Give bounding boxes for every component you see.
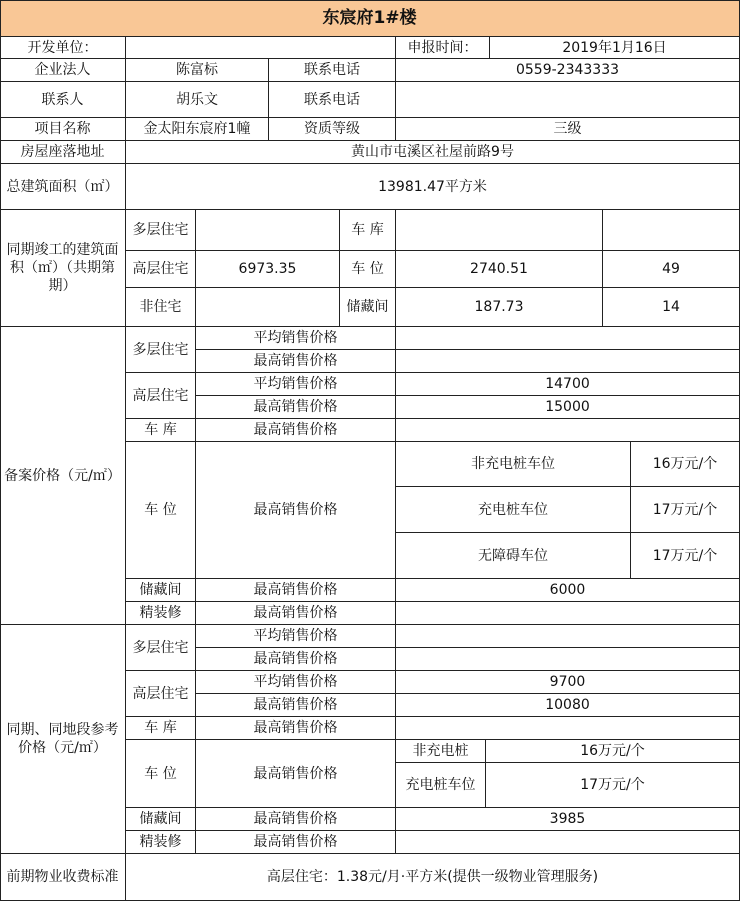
filing-high-avg-label: 平均销售价格 [196, 373, 396, 396]
completion-storage-label: 储藏间 [340, 288, 396, 327]
filing-parking-type-name: 非充电桩车位 [396, 442, 631, 487]
property-fee-label: 前期物业收费标准 [0, 854, 126, 901]
completion-garage-label: 车 库 [340, 210, 396, 251]
reference-high-label: 高层住宅 [126, 671, 196, 717]
completion-parking-label: 车 位 [340, 251, 396, 288]
qualification-label: 资质等级 [269, 118, 396, 141]
filing-storage-max-value: 6000 [396, 579, 740, 602]
completion-nonres-value [196, 288, 340, 327]
filing-high-label: 高层住宅 [126, 373, 196, 419]
developer-label: 开发单位： [0, 37, 126, 59]
reference-high-max-value: 10080 [396, 694, 740, 717]
filing-high-max-label: 最高销售价格 [196, 396, 396, 419]
legal-person-label: 企业法人 [0, 59, 126, 82]
reference-parking-type-price: 16万元/个 [486, 740, 740, 763]
filing-multi-max-label: 最高销售价格 [196, 350, 396, 373]
reference-decor-max-label: 最高销售价格 [196, 831, 396, 854]
project-label: 项目名称 [0, 118, 126, 141]
completion-parking-count: 49 [603, 251, 740, 288]
completion-multi-label: 多层住宅 [126, 210, 196, 251]
filing-decor-max-label: 最高销售价格 [196, 602, 396, 625]
reference-multi-avg-label: 平均销售价格 [196, 625, 396, 648]
completion-nonres-label: 非住宅 [126, 288, 196, 327]
filing-decor-max-value [396, 602, 740, 625]
report-time-label: 申报时间： [396, 37, 490, 59]
reference-multi-max-label: 最高销售价格 [196, 648, 396, 671]
reference-garage-max-value [396, 717, 740, 740]
filing-parking-type-name: 充电桩车位 [396, 487, 631, 533]
page-title: 东宸府1#楼 [0, 0, 740, 37]
filing-multi-avg-label: 平均销售价格 [196, 327, 396, 350]
reference-multi-max-value [396, 648, 740, 671]
filing-multi-avg-value [396, 327, 740, 350]
address-value: 黄山市屯溪区社屋前路9号 [126, 141, 740, 164]
reference-storage-max-value: 3985 [396, 808, 740, 831]
filing-garage-max-value [396, 419, 740, 442]
phone-label-2: 联系电话 [269, 82, 396, 118]
reference-garage-label: 车 库 [126, 717, 196, 740]
report-time-value: 2019年1月16日 [490, 37, 740, 59]
completion-high-value: 6973.35 [196, 251, 340, 288]
filing-garage-max-label: 最高销售价格 [196, 419, 396, 442]
phone-label-1: 联系电话 [269, 59, 396, 82]
reference-parking-type-name: 充电桩车位 [396, 763, 486, 808]
filing-storage-max-label: 最高销售价格 [196, 579, 396, 602]
filing-parking-type-price: 17万元/个 [631, 487, 740, 533]
reference-storage-max-label: 最高销售价格 [196, 808, 396, 831]
reference-high-avg-label: 平均销售价格 [196, 671, 396, 694]
total-area-label: 总建筑面积（㎡） [0, 164, 126, 210]
reference-high-max-label: 最高销售价格 [196, 694, 396, 717]
reference-high-avg-value: 9700 [396, 671, 740, 694]
reference-decor-max-value [396, 831, 740, 854]
filing-garage-label: 车 库 [126, 419, 196, 442]
filing-parking-type-price: 17万元/个 [631, 533, 740, 579]
developer-value [126, 37, 396, 59]
filing-decor-label: 精装修 [126, 602, 196, 625]
completion-multi-value [196, 210, 340, 251]
reference-parking-max-label: 最高销售价格 [196, 740, 396, 808]
qualification-value: 三级 [396, 118, 740, 141]
contact-value: 胡乐文 [126, 82, 269, 118]
property-fee-value: 高层住宅：1.38元/月·平方米(提供一级物业管理服务) [126, 854, 740, 901]
reference-multi-avg-value [396, 625, 740, 648]
reference-price-label: 同期、同地段参考价格（元/㎡） [0, 625, 126, 854]
completion-garage-value [396, 210, 603, 251]
contact-label: 联系人 [0, 82, 126, 118]
reference-decor-label: 精装修 [126, 831, 196, 854]
filing-parking-max-label: 最高销售价格 [196, 442, 396, 579]
completion-parking-value: 2740.51 [396, 251, 603, 288]
completion-storage-value: 187.73 [396, 288, 603, 327]
filing-price-label: 备案价格（元/㎡） [0, 327, 126, 625]
completion-storage-count: 14 [603, 288, 740, 327]
completion-garage-extra [603, 210, 740, 251]
address-label: 房屋座落地址 [0, 141, 126, 164]
filing-parking-type-price: 16万元/个 [631, 442, 740, 487]
reference-multi-label: 多层住宅 [126, 625, 196, 671]
filing-high-avg-value: 14700 [396, 373, 740, 396]
reference-garage-max-label: 最高销售价格 [196, 717, 396, 740]
filing-parking-label: 车 位 [126, 442, 196, 579]
reference-parking-type-name: 非充电桩 [396, 740, 486, 763]
reference-parking-label: 车 位 [126, 740, 196, 808]
completion-area-label: 同期竣工的建筑面积（㎡）（共期第期） [0, 210, 126, 327]
filing-multi-max-value [396, 350, 740, 373]
completion-high-label: 高层住宅 [126, 251, 196, 288]
filing-high-max-value: 15000 [396, 396, 740, 419]
filing-multi-label: 多层住宅 [126, 327, 196, 373]
phone-value-2 [396, 82, 740, 118]
filing-storage-label: 储藏间 [126, 579, 196, 602]
reference-storage-label: 储藏间 [126, 808, 196, 831]
reference-parking-type-price: 17万元/个 [486, 763, 740, 808]
phone-value-1: 0559-2343333 [396, 59, 740, 82]
total-area-value: 13981.47平方米 [126, 164, 740, 210]
legal-person-value: 陈富标 [126, 59, 269, 82]
project-value: 金太阳东宸府1幢 [126, 118, 269, 141]
filing-parking-type-name: 无障碍车位 [396, 533, 631, 579]
